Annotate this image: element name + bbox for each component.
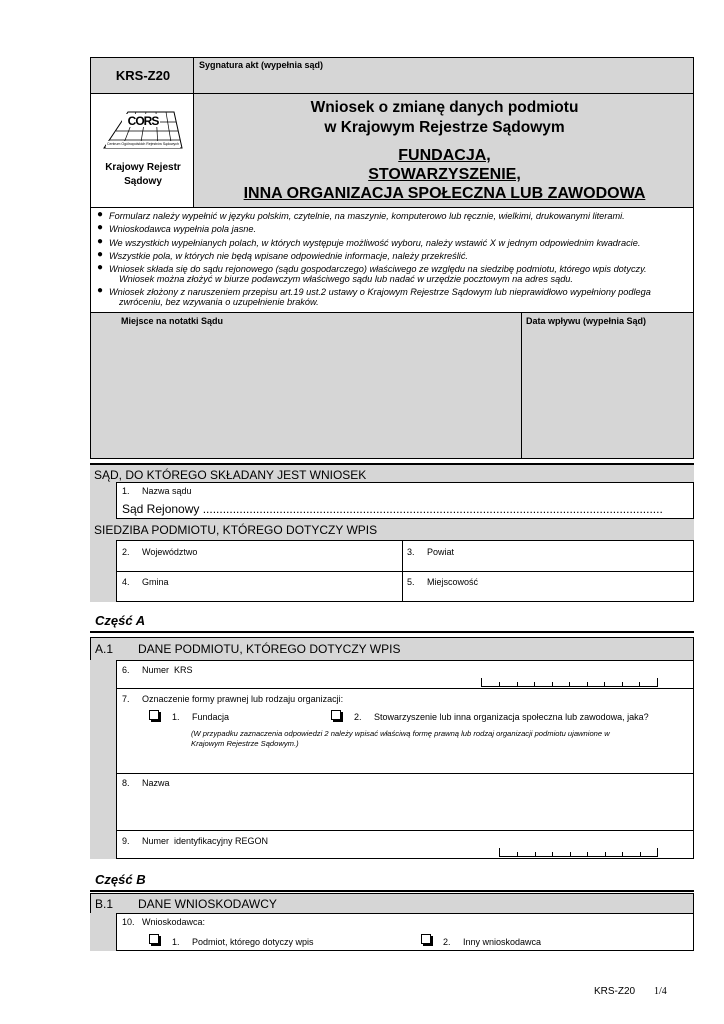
legal-form-label: 7. Oznaczenie formy prawnej lub rodzaju organizacji:: [122, 694, 344, 704]
option-note-line2: Krajowym Rejestrze Sądowym.): [191, 739, 299, 748]
bullet-icon: ●: [97, 236, 104, 247]
part-b-header: [90, 893, 694, 914]
locality-label: 5. Miejscowość: [407, 577, 479, 587]
title-line2: w Krajowym Rejestrze Sądowym: [324, 119, 565, 136]
instruction-3: We wszystkich wypełnianych polach, w których występuje możliwość wyboru, należy wstawić X w jednym odpowiednim kwadracie.: [109, 238, 641, 248]
foundation-option-label: Fundacja: [192, 712, 230, 722]
bullet-icon: ●: [97, 249, 104, 260]
form-code-cell: [90, 57, 194, 94]
regon-label: 9. Numer identyfikacyjny REGON: [122, 836, 269, 846]
entity-option-label: Podmiot, którego dotyczy wpis: [192, 937, 314, 947]
title-line1: Wniosek o zmianę danych podmiotu: [310, 99, 579, 116]
association-option-no: 2.: [354, 712, 362, 722]
seat-section-margin: [90, 540, 117, 602]
voivodeship-field[interactable]: [116, 540, 403, 572]
part-b-title: Część B: [95, 872, 146, 887]
part-a-rule: [90, 631, 694, 633]
part-a-section-title: DANE PODMIOTU, KTÓREGO DOTYCZY WPIS: [138, 642, 401, 656]
instruction-2: Wnioskodawca wypełnia pola jasne.: [109, 224, 257, 234]
locality-field[interactable]: [402, 571, 694, 602]
krs-digit-boxes[interactable]: [481, 678, 658, 687]
regon-field[interactable]: [116, 830, 694, 859]
court-section-margin: [90, 482, 117, 519]
association-option-label: Stowarzyszenie lub inna organizacja społeczna lub zawodowa, jaka?: [374, 712, 649, 722]
logo-cell: [90, 93, 194, 208]
court-notes-area: [90, 312, 522, 459]
entity-checkbox[interactable]: [149, 934, 159, 944]
foundation-checkbox[interactable]: [149, 710, 159, 720]
county-label: 3. Powiat: [407, 547, 455, 557]
part-a-margin: [90, 660, 117, 859]
regon-digit-boxes[interactable]: [499, 848, 658, 857]
association-checkbox[interactable]: [331, 710, 341, 720]
krs-number-field[interactable]: [116, 660, 694, 689]
instruction-1: Formularz należy wypełnić w języku polskim, czytelnie, na maszynie, komputerowo lub ręcznie, wielkimi, drukowanymi literami.: [109, 211, 625, 221]
part-b-margin: [90, 913, 117, 951]
court-notes-label: Miejsce na notatki Sądu: [121, 316, 224, 326]
part-a-section-no: A.1: [95, 642, 114, 656]
part-a-title: Część A: [95, 613, 146, 628]
court-section-header: [90, 463, 694, 483]
part-b-section-title: DANE WNIOSKODAWCY: [138, 897, 277, 911]
registry-name-line1: Krajowy Rejestr: [105, 162, 181, 173]
option-note-line1: (W przypadku zaznaczenia odpowiedzi 2 należy wpisać właściwą formę prawną lub rodzaj organizacji podmiotu ujawnione w: [191, 729, 610, 738]
receipt-date-area: [521, 312, 694, 459]
signature-label: Sygnatura akt (wypełnia sąd): [199, 60, 324, 70]
municipality-field[interactable]: [116, 571, 403, 602]
bullet-icon: ●: [97, 262, 104, 273]
court-section-heading: SĄD, DO KTÓREGO SKŁADANY JEST WNIOSEK: [94, 468, 367, 482]
foundation-option-no: 1.: [172, 712, 180, 722]
instruction-7: Wniosek złożony z naruszeniem przepisu art.19 ust.2 ustawy o Krajowym Rejestrze Sądowym lub nieprawidłowo wypełniony podlega: [109, 287, 651, 297]
subtitle-line3: INNA ORGANIZACJA SPOŁECZNA LUB ZAWODOWA: [243, 185, 646, 202]
krs-number-label: 6. Numer KRS: [122, 665, 193, 675]
signature-field: [193, 57, 694, 94]
other-applicant-option-label: Inny wnioskodawca: [463, 937, 542, 947]
seat-section-header: [90, 519, 694, 541]
applicant-label: 10. Wnioskodawca:: [122, 917, 206, 927]
court-name-value: Sąd Rejonowy ..........................................................................................................................................: [122, 502, 663, 516]
legal-form-field: [116, 688, 694, 774]
other-applicant-checkbox[interactable]: [421, 934, 431, 944]
entity-option-no: 1.: [172, 937, 180, 947]
court-name-field[interactable]: [116, 482, 694, 519]
name-label: 8. Nazwa: [122, 778, 170, 788]
instructions-box: [90, 207, 694, 313]
footer-page-number: 1/4: [654, 986, 667, 997]
registry-name-line2: Sądowy: [124, 176, 162, 187]
municipality-label: 4. Gmina: [122, 577, 169, 587]
seat-section-heading: SIEDZIBA PODMIOTU, KTÓREGO DOTYCZY WPIS: [94, 523, 378, 537]
bullet-icon: ●: [97, 285, 104, 296]
logo-subtext: Centrum Ogólnopolskich Rejestrów Sądowych: [107, 142, 179, 146]
instruction-8: zwróceniu, bez wzywania o uzupełnienie braków.: [119, 297, 319, 307]
part-b-rule: [90, 890, 694, 892]
instruction-4: Wszystkie pola, w których nie będą wpisane odpowiednie informacje, należy przekreślić.: [109, 251, 468, 261]
subtitle-line1: FUNDACJA,: [398, 147, 491, 164]
applicant-field: [116, 913, 694, 951]
logo-text: CORS: [127, 114, 159, 128]
footer-form-code: KRS-Z20: [594, 986, 636, 997]
title-cell: [193, 93, 694, 208]
part-a-header: [90, 637, 694, 661]
voivodeship-label: 2. Województwo: [122, 547, 198, 557]
court-name-label: 1. Nazwa sądu: [122, 486, 192, 496]
bullet-icon: ●: [97, 222, 104, 233]
subtitle-line2: STOWARZYSZENIE,: [368, 166, 521, 183]
other-applicant-option-no: 2.: [443, 937, 451, 947]
part-b-section-no: B.1: [95, 897, 114, 911]
form-code: KRS-Z20: [115, 68, 171, 83]
bullet-icon: ●: [97, 209, 104, 220]
county-field[interactable]: [402, 540, 694, 572]
name-field[interactable]: [116, 773, 694, 831]
instruction-5: Wniosek składa się do sądu rejonowego (sądu gospodarczego) właściwego ze względu na siedzibę podmiotu, którego wpis dotyczy.: [109, 264, 647, 274]
instruction-6: Wniosek można złożyć w biurze podawczym właściwego sądu lub nadać w urzędzie pocztowym na adres sądu.: [119, 274, 573, 284]
receipt-date-label: Data wpływu (wypełnia Sąd): [526, 316, 647, 326]
